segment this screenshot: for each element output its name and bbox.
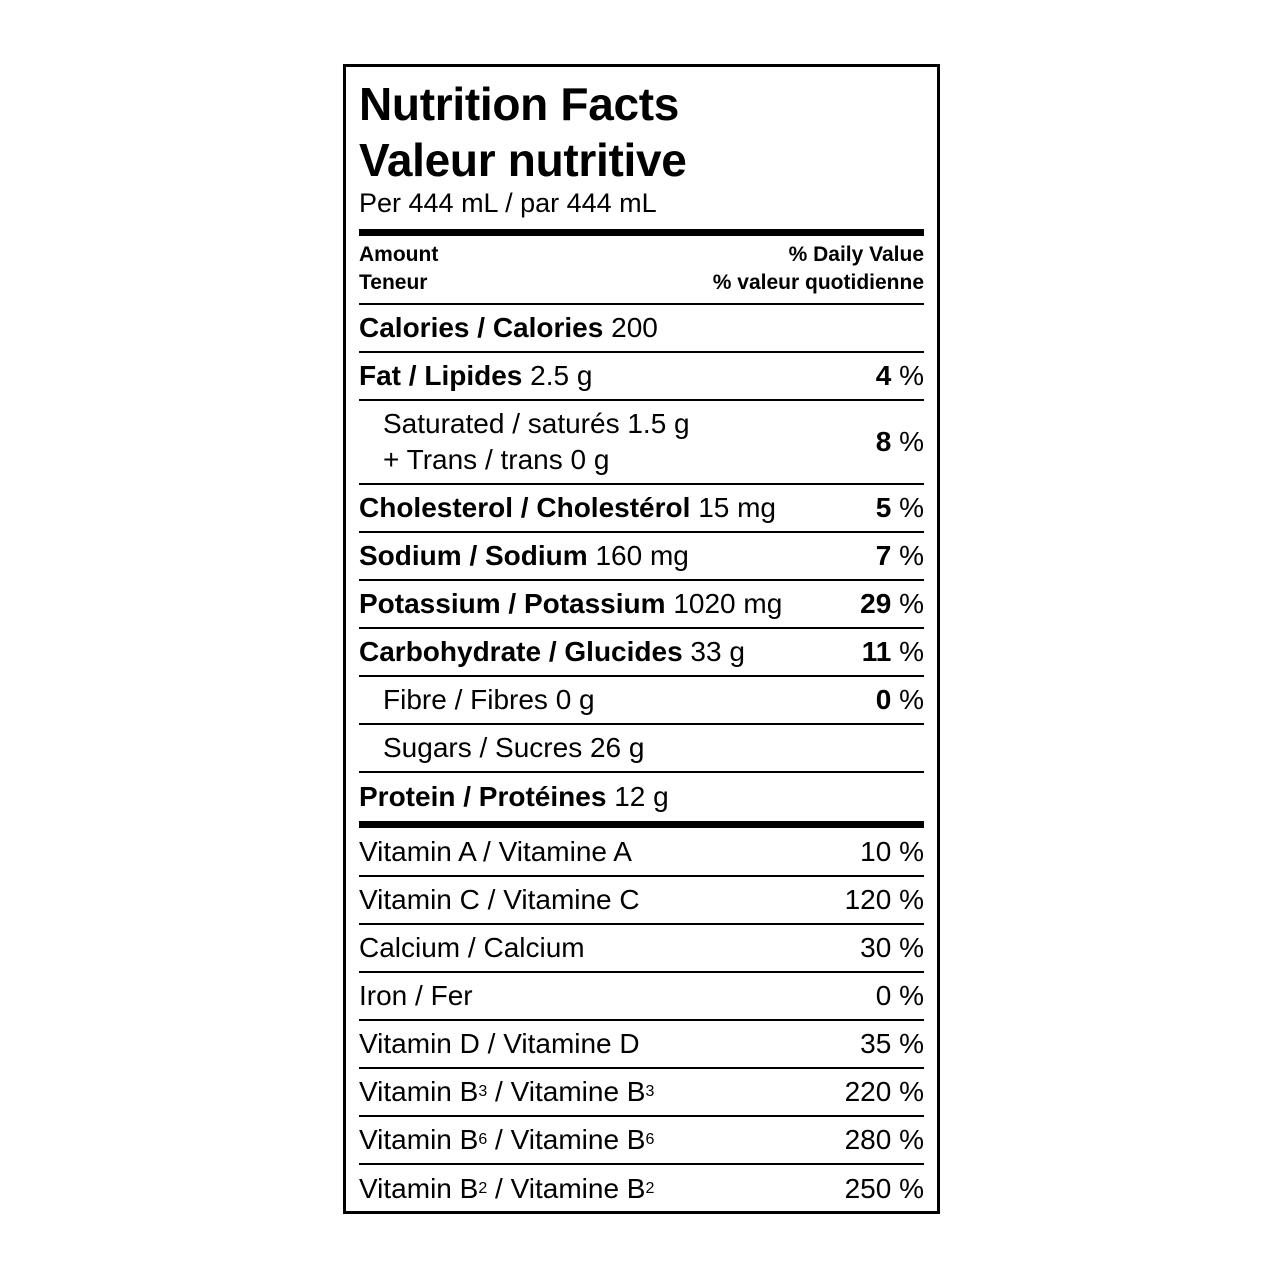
calories-label: Calories / Calories xyxy=(359,312,604,343)
cholesterol-label: Cholesterol / Cholestérol xyxy=(359,492,691,523)
vitamin-d-row xyxy=(359,1021,924,1069)
sodium-label: Sodium / Sodium xyxy=(359,540,588,571)
cholesterol-amount: 15 mg xyxy=(698,492,777,523)
calcium-row xyxy=(359,925,924,973)
saturated-label: Saturated / saturés 1.5 g xyxy=(383,408,690,439)
carbohydrate-amount: 33 g xyxy=(690,636,745,667)
valeur-quotidienne-header: % valeur quotidienne xyxy=(712,271,924,294)
calories-value: 200 xyxy=(611,312,658,343)
serving-size: Per 444 mL / par 444 mL xyxy=(359,188,657,218)
vitamin-b2-row: Vitamin B 2 / Vitamine B 2 250 % xyxy=(359,1165,924,1213)
percent-sign: % xyxy=(899,1028,924,1059)
teneur-header: Teneur xyxy=(359,271,428,294)
percent-sign: % xyxy=(899,684,924,715)
saturated-trans-row xyxy=(359,401,924,485)
sugars-row xyxy=(359,725,924,773)
iron-label: Iron / Fer xyxy=(359,980,473,1011)
protein-label: Protein / Protéines xyxy=(359,781,607,812)
percent-sign: % xyxy=(899,980,924,1011)
iron-percent: 0 xyxy=(875,980,892,1011)
iron-row xyxy=(359,973,924,1021)
protein-amount: 12 g xyxy=(614,781,669,812)
sugars-label: Sugars / Sucres 26 g xyxy=(383,732,645,763)
vitamin-b6-en: Vitamin B xyxy=(359,1124,479,1155)
calcium-label: Calcium / Calcium xyxy=(359,932,585,963)
potassium-row xyxy=(359,581,924,629)
saturated-percent: 8 xyxy=(875,426,892,457)
title-french: Valeur nutritive xyxy=(359,134,687,186)
trans-label: + Trans / trans 0 g xyxy=(383,444,610,475)
carbohydrate-row xyxy=(359,629,924,677)
nutrition-facts-panel xyxy=(343,64,940,1214)
title-english: Nutrition Facts xyxy=(359,78,680,130)
daily-value-header: % Daily Value xyxy=(788,243,924,266)
sodium-percent: 7 xyxy=(875,540,892,571)
carbohydrate-label: Carbohydrate / Glucides xyxy=(359,636,683,667)
protein-row xyxy=(359,773,924,821)
vitamin-a-label: Vitamin A / Vitamine A xyxy=(359,836,632,867)
percent-sign: % xyxy=(899,932,924,963)
vitamin-d-percent: 35 xyxy=(860,1028,892,1059)
percent-sign: % xyxy=(899,540,924,571)
vitamin-b2-fr: Vitamine B xyxy=(510,1173,646,1204)
percent-sign: % xyxy=(899,1124,924,1155)
vitamin-a-percent: 10 xyxy=(860,836,892,867)
vitamin-c-row xyxy=(359,877,924,925)
carbohydrate-percent: 11 xyxy=(861,636,892,667)
amount-header: Amount xyxy=(359,243,439,266)
vitamin-b2-en: Vitamin B xyxy=(359,1173,479,1204)
fat-amount: 2.5 g xyxy=(530,360,593,391)
percent-sign: % xyxy=(899,492,924,523)
vitamin-b3-separator: / xyxy=(487,1076,511,1107)
thick-divider xyxy=(359,229,924,236)
vitamin-b6-row: Vitamin B 6 / Vitamine B 6 280 % xyxy=(359,1117,924,1165)
fibre-label: Fibre / Fibres 0 g xyxy=(383,684,595,715)
fat-percent: 4 xyxy=(875,360,892,391)
vitamin-c-percent: 120 xyxy=(844,884,892,915)
percent-sign: % xyxy=(899,1173,924,1204)
cholesterol-percent: 5 xyxy=(875,492,892,523)
vitamin-d-label: Vitamin D / Vitamine D xyxy=(359,1028,640,1059)
vitamin-b3-fr: Vitamine B xyxy=(510,1076,646,1107)
vitamin-b6-fr: Vitamine B xyxy=(510,1124,646,1155)
vitamin-b3-en: Vitamin B xyxy=(359,1076,479,1107)
vitamin-b6-separator: / xyxy=(487,1124,511,1155)
fibre-percent: 0 xyxy=(875,684,892,715)
sodium-amount: 160 mg xyxy=(595,540,689,571)
thick-divider xyxy=(359,821,924,828)
percent-sign: % xyxy=(899,360,924,391)
potassium-label: Potassium / Potassium xyxy=(359,588,666,619)
vitamin-b2-percent: 250 xyxy=(844,1173,892,1204)
potassium-percent: 29 xyxy=(860,588,892,619)
vitamin-b6-percent: 280 xyxy=(844,1124,892,1155)
cholesterol-row xyxy=(359,485,924,533)
fat-row xyxy=(359,353,924,401)
vitamin-b3-percent: 220 xyxy=(844,1076,892,1107)
percent-sign: % xyxy=(899,1076,924,1107)
percent-sign: % xyxy=(899,588,924,619)
fibre-row xyxy=(359,677,924,725)
sodium-row xyxy=(359,533,924,581)
calcium-percent: 30 xyxy=(860,932,892,963)
vitamin-a-row xyxy=(359,829,924,877)
percent-sign: % xyxy=(899,884,924,915)
fat-label: Fat / Lipides xyxy=(359,360,523,391)
percent-sign: % xyxy=(899,636,924,667)
vitamin-b3-row: Vitamin B 3 / Vitamine B 3 220 % xyxy=(359,1069,924,1117)
potassium-amount: 1020 mg xyxy=(673,588,783,619)
vitamin-b2-separator: / xyxy=(487,1173,511,1204)
percent-sign: % xyxy=(899,836,924,867)
vitamin-c-label: Vitamin C / Vitamine C xyxy=(359,884,640,915)
calories-row xyxy=(359,305,924,353)
percent-sign: % xyxy=(899,426,924,457)
